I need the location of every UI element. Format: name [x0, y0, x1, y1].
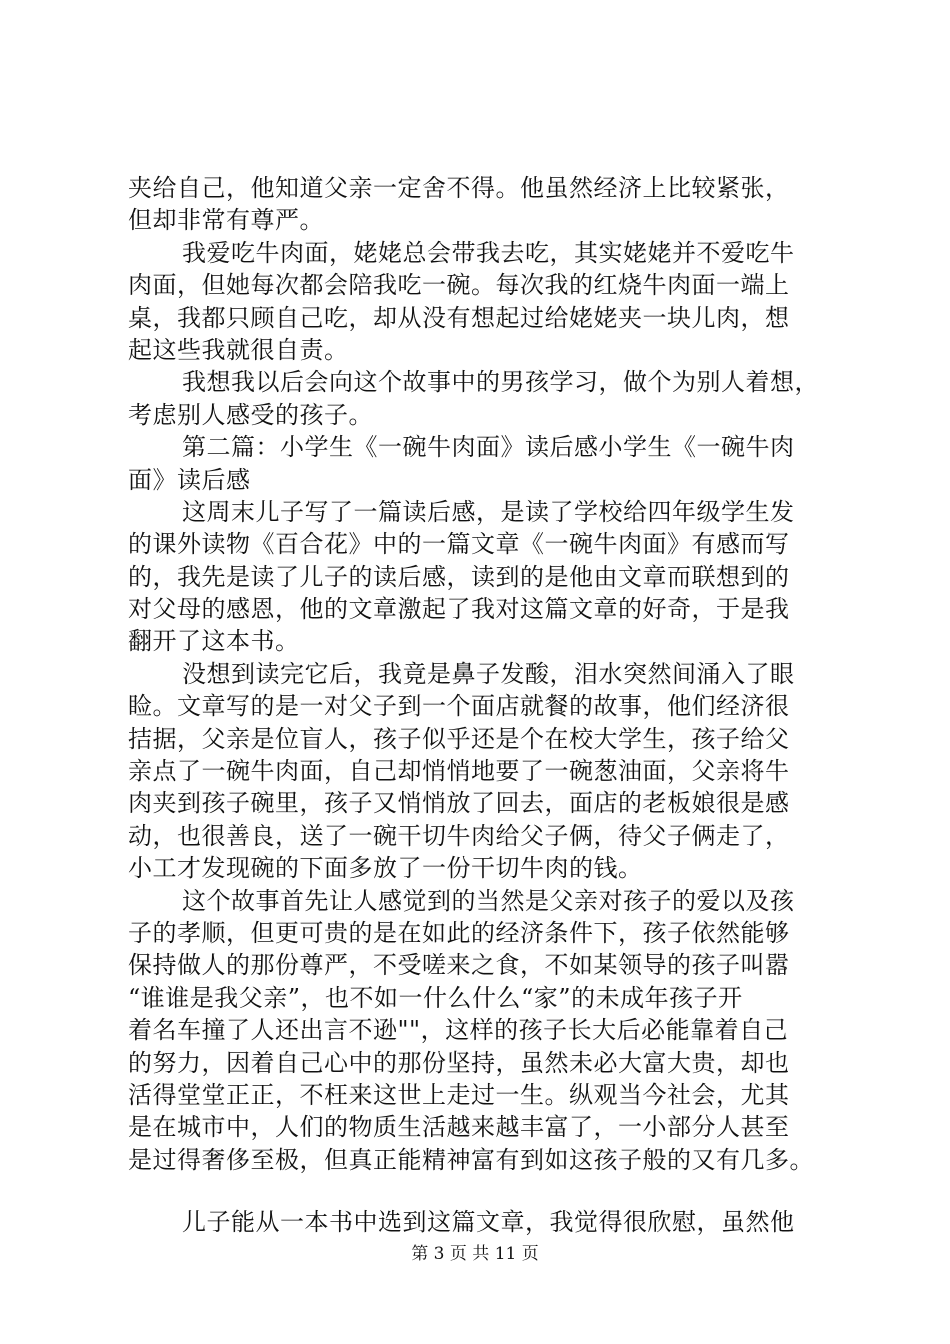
paragraph [128, 1206, 833, 1238]
text-line: 子的孝顺，但更可贵的是在如此的经济条件下，孩子依然能够 [128, 918, 790, 947]
text-line: 保持做人的那份尊严，不受嗟来之食，不如某领导的孩子叫嚣 [128, 951, 790, 980]
text-line: 儿子能从一本书中选到这篇文章，我觉得很欣慰，虽然他 [182, 1208, 795, 1237]
text-line: 小工才发现碗的下面多放了一份干切牛肉的钱。 [128, 854, 643, 883]
text-line: 的，我先是读了儿子的读后感，读到的是他由文章而联想到的 [128, 562, 790, 591]
text-line: 我爱吃牛肉面，姥姥总会带我去吃，其实姥姥并不爱吃牛 [182, 238, 795, 267]
text-line: “谁谁是我父亲”，也不如一什么什么“家”的未成年孩子开 [128, 983, 743, 1012]
text-line: 考虑别人感受的孩子。 [128, 400, 373, 429]
text-line: 的课外读物《百合花》中的一篇文章《一碗牛肉面》有感而写 [128, 530, 790, 559]
text-line: 翻开了这本书。 [128, 627, 300, 656]
text-line: 这周末儿子写了一篇读后感，是读了学校给四年级学生发 [182, 497, 795, 526]
text-line: 没想到读完它后，我竟是鼻子发酸，泪水突然间涌入了眼 [182, 659, 795, 688]
page-number-footer: 第 3 页 共 11 页 [411, 1244, 539, 1264]
text-line: 第二篇：小学生《一碗牛肉面》读后感小学生《一碗牛肉 [182, 433, 795, 462]
text-line: 是过得奢侈至极，但真正能精神富有到如这孩子般的又有几多。 [128, 1145, 814, 1174]
text-line: 起这些我就很自责。 [128, 335, 349, 364]
text-line: 夹给自己，他知道父亲一定舍不得。他虽然经济上比较紧张， [128, 174, 790, 202]
paragraph [128, 885, 833, 1177]
text-line: 肉面，但她每次都会陪我吃一碗。每次我的红烧牛肉面一端上 [128, 271, 790, 300]
text-line: 动，也很善良，送了一碗干切牛肉给父子俩，待父子俩走了， [128, 821, 790, 850]
paragraph [128, 172, 833, 237]
text-line: 桌，我都只顾自己吃，却从没有想起过给姥姥夹一块儿肉，想 [128, 303, 790, 332]
text-line: 是在城市中，人们的物质生活越来越丰富了，一小部分人甚至 [128, 1113, 790, 1142]
text-line: 着名车撞了人还出言不逊""，这样的孩子长大后必能靠着自己 [128, 1016, 789, 1045]
text-line: 对父母的感恩，他的文章激起了我对这篇文章的好奇，于是我 [128, 595, 790, 624]
text-line: 面》读后感 [128, 465, 251, 494]
document-body [128, 172, 833, 1239]
text-line: 这个故事首先让人感觉到的当然是父亲对孩子的爱以及孩 [182, 886, 795, 915]
paragraph [128, 658, 833, 885]
text-line: 我想我以后会向这个故事中的男孩学习，做个为别人着想， [182, 368, 819, 397]
paragraph [128, 366, 833, 431]
text-line: 睑。文章写的是一对父子到一个面店就餐的故事，他们经济很 [128, 692, 790, 721]
text-line: 但却非常有尊严。 [128, 206, 324, 235]
paragraph [128, 431, 833, 496]
paragraph [128, 237, 833, 367]
text-line: 亲点了一碗牛肉面，自己却悄悄地要了一碗葱油面，父亲将牛 [128, 757, 790, 786]
paragraph [128, 496, 833, 658]
text-line: 拮据，父亲是位盲人，孩子似乎还是个在校大学生，孩子给父 [128, 724, 790, 753]
text-line: 的努力，因着自己心中的那份坚持，虽然未必大富大贵，却也 [128, 1048, 790, 1077]
text-line: 肉夹到孩子碗里，孩子又悄悄放了回去，面店的老板娘很是感 [128, 789, 790, 818]
text-line: 活得堂堂正正，不枉来这世上走过一生。纵观当今社会，尤其 [128, 1080, 790, 1109]
